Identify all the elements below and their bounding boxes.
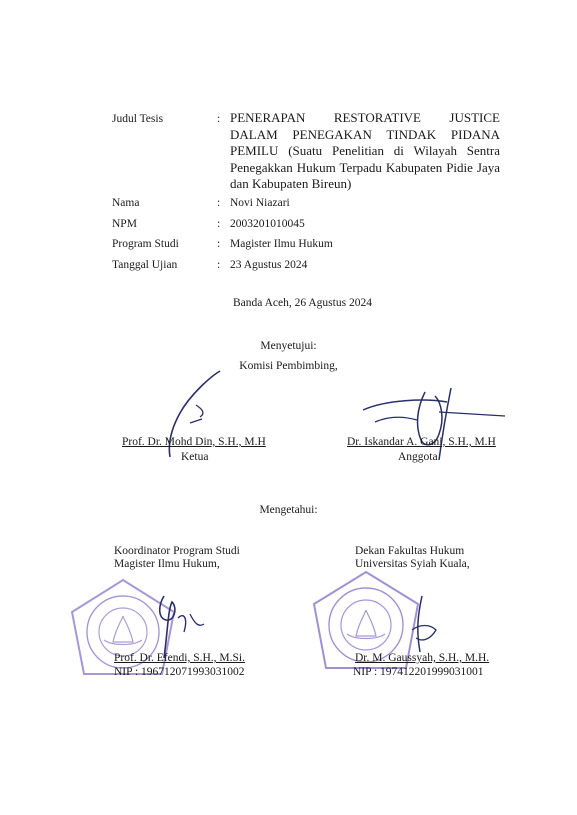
dean-university: Universitas Syiah Kuala, [355,558,470,570]
signature-dean [400,590,450,660]
label-program-studi: Program Studi [112,238,179,250]
thesis-title [230,110,500,193]
thesis-title-line1: PENERAPAN RESTORATIVE JUSTICE [230,110,500,125]
place-date: Banda Aceh, 26 Agustus 2024 [233,297,372,309]
label-nama: Nama [112,197,140,209]
approver-right-role: Anggota [398,451,438,463]
coordinator-name: Prof. Dr. Efendi, S.H., M.Si. [114,652,245,664]
colon: : [217,197,221,209]
thesis-title-line2: DALAM PENEGAKAN TINDAK PIDANA [230,126,500,142]
colon: : [217,218,221,230]
colon: : [217,238,221,250]
approval-heading: Menyetujui: [260,340,317,352]
value-tanggal-ujian: 23 Agustus 2024 [230,259,308,271]
colon: : [217,113,221,125]
approver-right-name: Dr. Iskandar A. Gani, S.H., M.H [347,436,496,448]
dean-title: Dekan Fakultas Hukum [355,545,465,557]
coordinator-title: Koordinator Program Studi [114,545,240,557]
approver-left-role: Ketua [181,451,209,463]
label-tanggal-ujian: Tanggal Ujian [112,259,178,271]
approver-left-name: Prof. Dr. Mohd Din, S.H., M.H [122,436,266,448]
coordinator-program: Magister Ilmu Hukum, [114,558,220,570]
committee-label: Komisi Pembimbing, [239,360,338,372]
coordinator-nip: NIP : 196712071993031002 [114,666,245,678]
colon: : [217,259,221,271]
value-npm: 2003201010045 [230,218,305,230]
label-judul-tesis: Judul Tesis [112,113,164,125]
thesis-title-rest: PEMILU (Suatu Penelitian di Wilayah Sentra Penegakkan Hukum Terpadu Kabupaten Pidie Jaya dan Kabupaten Bireun) [230,143,500,191]
value-program-studi: Magister Ilmu Hukum [230,238,333,250]
dean-name: Dr. M. Gaussyah, S.H., M.H. [355,652,490,664]
label-npm: NPM [112,218,137,230]
acknowledge-heading: Mengetahui: [259,504,318,516]
value-nama: Novi Niazari [230,197,290,209]
dean-nip: NIP : 197412201999031001 [353,666,484,678]
